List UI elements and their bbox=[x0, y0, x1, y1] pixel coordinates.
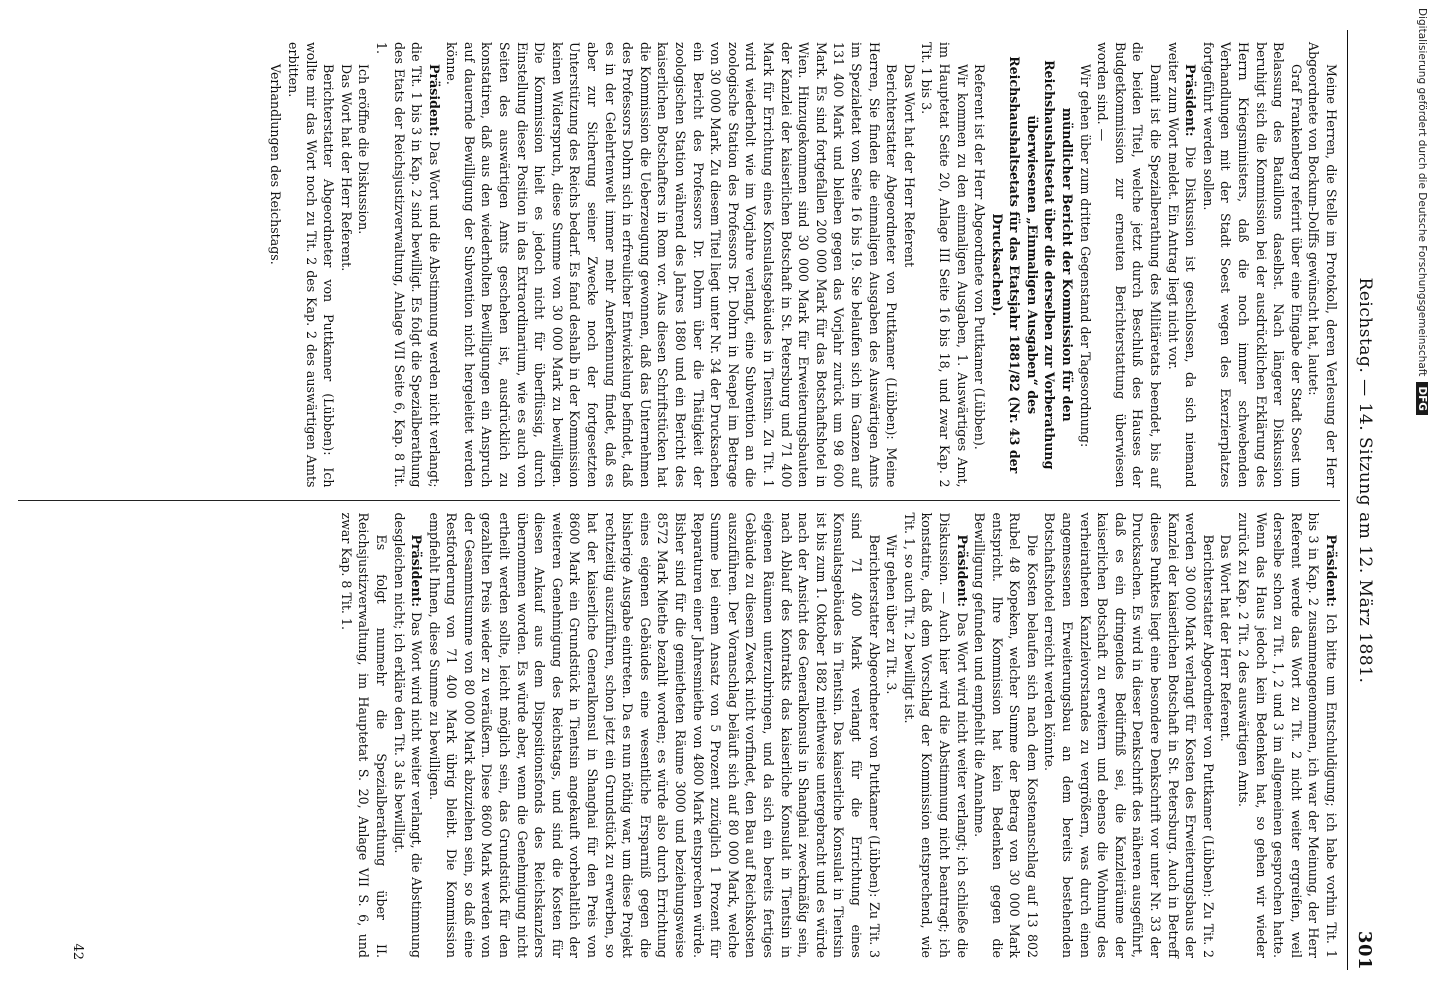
paragraph bbox=[443, 42, 900, 488]
paragraph-text: Referent ist der Herr Abgeordnete von Puttkamer (Lübben). bbox=[972, 64, 988, 450]
paragraph-text: Graf Frankenberg referirt über eine Eingabe der Stadt Soest um Belassung des Bataillons daselbst. Nach längerer Diskussion beruhigt sich die Kommission bei der ausdrücklichen Erklärung des Herrn Kriegsministers, daß die noch immer schwebenden Verhandlungen mit der Stadt Soest wegen des Exerzierplatzes fortgeführt werden sollen. bbox=[1200, 42, 1304, 488]
paragraph-text: Die Kosten belaufen sich nach dem Kostenanschlag auf 13 802 Rubel 48 Kopeken, welcher Summe der Betrag von 30 000 Mark entspricht. Ihre Kommission hat kein Bedenken gegen die Bewilligung gefunden und empfiehlt die Annahme. bbox=[972, 512, 1040, 958]
paragraph bbox=[1234, 513, 1340, 959]
paragraph-text: Wir kommen zu den einmaligen Ausgaben, 1. Auswärtiges Amt, im Hauptetat Seite 20, Anlage III Seite 16 bis 18, und zwar Kap. 2 Tit. 1 bis 3. bbox=[919, 42, 970, 488]
paragraph bbox=[900, 42, 918, 488]
paragraph-text: Wir gehen über zum dritten Gegenstand der Tagesordnung: bbox=[1077, 64, 1093, 448]
paragraph-bold-lead: Präsident: bbox=[409, 534, 425, 612]
paragraph bbox=[1041, 513, 1217, 959]
paragraph-text: Berichterstatter Abgeordneter von Puttkamer (Lübben): Ich wollte mir das Wort noch zu Tit. 2 des Kap. 2 des auswärtigen Amts erbitten. bbox=[285, 42, 337, 488]
paragraph-text: Das Wort hat der Herr Referent bbox=[901, 64, 917, 268]
dfg-sidebar bbox=[1404, 0, 1428, 1000]
paragraph bbox=[355, 42, 373, 488]
paragraph-bold-lead: Präsident: bbox=[426, 64, 442, 142]
paragraph-text: Das Wort und die Abstimmung werden nicht verlangt; die Tit. 1 bis 3 in Kap. 2 sind bewilligt. Es folgt die Spezialberathung des Etats der Reichsjustizverwaltung, Anlage VII Seite 6, Kap. 8 Tit. 1. bbox=[373, 42, 442, 488]
paragraph bbox=[988, 42, 1076, 488]
paragraph bbox=[883, 513, 901, 959]
paragraph-bold-lead: Präsident: bbox=[1183, 64, 1199, 147]
paragraph-text: Berichterstatter Abgeordneter von Puttkamer (Lübben): Zu Tit. 2 werden 30 000 Mark verlangt für Kosten des Erweiterungsbaus der Kanzlei der kaiserlichen Botschaft in St. Petersburg. Auch in Betreff dieses Punktes liegt eine besondere Denkschrift vor unter Nr. 33 der Drucksachen. Es wird in dieser Denkschrift des näheren ausgeführt, daß es ein dringendes Bedürfniß sei, die Kanzleiräume der kaiserlichen Botschaft zu erweitern und ebenso die Wohnung des verheiratheten Kanzleivorstandes zu vergrößern, was durch einen angemessenen Erweiterungsbau an dem bereits bestehenden Botschaftshotel erreicht werden könnte. bbox=[1042, 512, 1216, 958]
paragraph-text: Berichterstatter Abgeordneter von Puttkamer (Lübben): Meine Herren, Sie finden die einmaligen Ausgaben des Auswärtigen Amts im Spezialetat von Seite 16 bis 19. Sie belaufen sich im Ganzen auf 131 400 Mark und bleiben gegen das Vorjahr zurück um 98 600 Mark. Es sind fortgefallen 200 000 Mark für das Botschaftshotel in Wien. Hinzugekommen sind 30 000 Mark für Erweiterungsbauten der Kanzlei der kaiserlichen Botschaft in St. Petersburg und 71 400 Mark für Errichtung eines Konsulatsgebäudes in Tientsin. Zu Tit. 1 wird wiederholt wie im Vorjahre verlangt, eine Subvention an die zoologische Station des Professors Dr. Dohrn in Neapel im Betrage von 30 000 Mark. Zu diesem Titel liegt unter Nr. 34 der Drucksachen ein Bericht des Professors Dr. Dohrn über die Thätigkeit der zoologischen Station während des Jahres 1880 und ein Bericht des kaiserlichen Botschafters in Rom vor. Aus diesen Schriftstücken hat die Kommission die Ueberzeugung gewonnen, daß das Unternehmen des Professors Dohrn sich in erfreulicher Entwickelung befindet, daß es in der Gelehrtenwelt immer mehr Anerkennung findet, daß es aber zur Sicherung seiner Zwecke noch der fortgesetzten Unterstützung des Reichs bedarf. Es fand deshalb in der Kommission keinen Widerspruch, diese Summe von 30 000 Mark zu bewilligen. Die Kommission hielt es jedoch nicht für überflüssig, durch Einstellung dieser Position in das Extraordinarium, wie es auch von Seiten des auswärtigen Amts geschehen ist, ausdrücklich zu konstatiren, daß aus den wiederholten Bewilligungen ein Anspruch auf dauernde Bewilligung der Subvention nicht hergeleitet werden könne. bbox=[444, 42, 900, 488]
paragraph-text: Meine Herren, die Stelle im Protokoll, deren Verlesung der Herr Abgeordnete von Bockum-Dolffs gewünscht hat, lautet: bbox=[1306, 42, 1339, 488]
paragraph bbox=[1076, 42, 1094, 488]
paragraph bbox=[284, 42, 337, 488]
paragraph bbox=[1094, 42, 1164, 488]
column-left bbox=[18, 30, 1340, 500]
paragraph bbox=[337, 42, 355, 488]
dfg-credit-text: Digitalisierung gefördert durch die Deutsche Forschungsgemeinschaft bbox=[1416, 8, 1428, 377]
paragraph-bold-lead: mündlicher Bericht der Kommission für den Reichshaushaltsetat über die derselben zur Vorberathung überwiesenen „Einmaligen Ausgaben“ des Reichshaushaltsetats für das Etatsjahr 1881/82 (Nr. 43 der Drucksachen). bbox=[989, 56, 1076, 474]
text-columns bbox=[18, 30, 1340, 970]
paragraph bbox=[1217, 513, 1235, 959]
column-right bbox=[18, 500, 1340, 971]
paragraph bbox=[1305, 42, 1340, 488]
paragraph bbox=[918, 42, 971, 488]
paragraph bbox=[390, 513, 425, 959]
paragraph bbox=[337, 513, 390, 959]
paragraph-text: Wir gehen über zu Tit. 3. bbox=[884, 534, 900, 695]
paragraph bbox=[267, 42, 285, 488]
paragraph bbox=[372, 42, 442, 488]
paragraph bbox=[1199, 42, 1305, 488]
paragraph-text: Die Diskussion ist geschlossen, da sich niemand weiter zum Wort meldet. Ein Antrag liegt nicht vor. bbox=[1165, 42, 1199, 488]
paragraph-text: Das Wort wird nicht weiter verlangt, die Abstimmung desgleichen nicht; ich erkläre den Tit. 3 als bewilligt. bbox=[391, 512, 425, 958]
signature-mark: 42 bbox=[70, 943, 85, 960]
paragraph bbox=[971, 513, 1041, 959]
paragraph bbox=[425, 513, 882, 959]
paragraph-text: Berichterstatter Abgeordneter von Puttkamer (Lübben): Zu Tit. 3 sind 71 400 Mark verlangt für die Errichtung eines Konsulatsgebäudes in Tientsin. Das kaiserliche Konsulat in Tientsin ist bis zum 1. Oktober 1882 miethweise untergebracht und es würde nach der Ansicht des Generalkonsuls in Shanghai zweckmäßig sein, nach Ablauf des Kontrakts das kaiserliche Konsulat in Tientsin in eigenen Räumen unterzubringen, und da sich ein bereits fertiges Gebäude zu diesem Zweck nicht vorfindet, den Bau auf Reichskosten auszuführen. Der Voranschlag beläuft sich auf 80 000 Mark, welche Summe bei einem Ansatz von 5 Prozent zuzüglich 1 Prozent für Reparaturen einer Jahresmiethe von 4800 Mark entsprechen würde. Bisher sind für die gemietheten Räume 3000 und beziehungsweise 8572 Mark Miethe bezahlt worden; es würde also durch Errichtung eines eigenen Gebäudes eine wesentliche Ersparniß gegen die bisherige Ausgabe eintreten. Da es nun nöthig war, um diese Projekt rechtzeitig auszuführen, schon jetzt ein Grundstück zu erwerben, so hat der kaiserliche Generalkonsul in Shanghai für den Preis von 8600 Mark ein Grundstück in Tientsin angekauft vorbehaltlich der weiteren Genehmigung des Reichstags, und sind die Kosten für diesen Ankauf aus dem Dispositionsfonds des Reichskanzlers übernommen worden. Es würde aber, wenn die Genehmigung nicht ertheilt werden sollte, leicht möglich sein, das Grundstück für den gezahlten Preis wieder zu veräußern. Diese 8600 Mark werden von der Gesammtsumme von 80 000 Mark abzuziehen sein, so daß eine Restforderung von 71 400 Mark übrig bleibt. Die Kommission empfiehlt Ihnen, diese Summe zu bewilligen. bbox=[426, 512, 882, 958]
paragraph bbox=[900, 513, 970, 959]
dfg-logo: DFG bbox=[1416, 382, 1428, 415]
paragraph-bold-lead: Präsident: bbox=[1324, 534, 1339, 614]
paragraph-text: Verhandlungen des Reichstags. bbox=[268, 64, 284, 265]
paragraph-bold-lead: Präsident: bbox=[954, 534, 970, 613]
paragraph bbox=[1164, 42, 1199, 488]
page-header bbox=[1347, 30, 1382, 970]
paragraph-text: Das Wort hat der Herr Referent. bbox=[1218, 534, 1234, 742]
paragraph-text: Ich bitte um Entschuldigung; ich habe vorhin Tit. 1 bis 3 in Kap. 2 zusammengenommen, ich war der Meinung, der Herr Referent werde das Wort zu Tit. 2 nicht weiter ergreifen, weil derselbe schon zu Tit. 1, 2 und 3 im allgemeinen gesprochen hatte. Wenn das Haus jedoch kein Bedenken hat, so gehen wir wieder zurück zu Kap. 2 Tit. 2 des auswärtigen Amts. bbox=[1236, 512, 1339, 958]
paragraph-text: Es folgt nunmehr die Spezialberathung über II. Reichsjustizverwaltung, im Hauptetat S. 20, Anlage VII S. 6, und zwar Kap. 8 Tit. 1. bbox=[338, 512, 389, 958]
page-header-title: Reichstag. — 14. Sitzung am 12. März 1881. bbox=[1355, 277, 1375, 684]
paragraph-text: Das Wort hat der Herr Referent. bbox=[338, 64, 354, 272]
paragraph-text: Ich eröffne die Diskussion. bbox=[356, 64, 372, 235]
paragraph-text: Damit ist die Spezialberathung des Militäretats beendet, bis auf die beiden Titel, welche jetzt durch Beschluß des Hauses der Budgetkommission zur erneuten Berichterstattung überwiesen worden sind. — bbox=[1095, 42, 1164, 488]
page-number: 301 bbox=[1354, 930, 1376, 970]
paragraph bbox=[971, 42, 989, 488]
paragraph-text: Das Wort wird nicht weiter verlangt; ich schließe die Diskussion. — Auch hier wird die Abstimmung nicht beantragt; ich konstatire, daß dem Vorschlag der Kommission entsprechend, wie Tit. 1, so auch Tit. 2 bewilligt ist. bbox=[901, 512, 970, 958]
